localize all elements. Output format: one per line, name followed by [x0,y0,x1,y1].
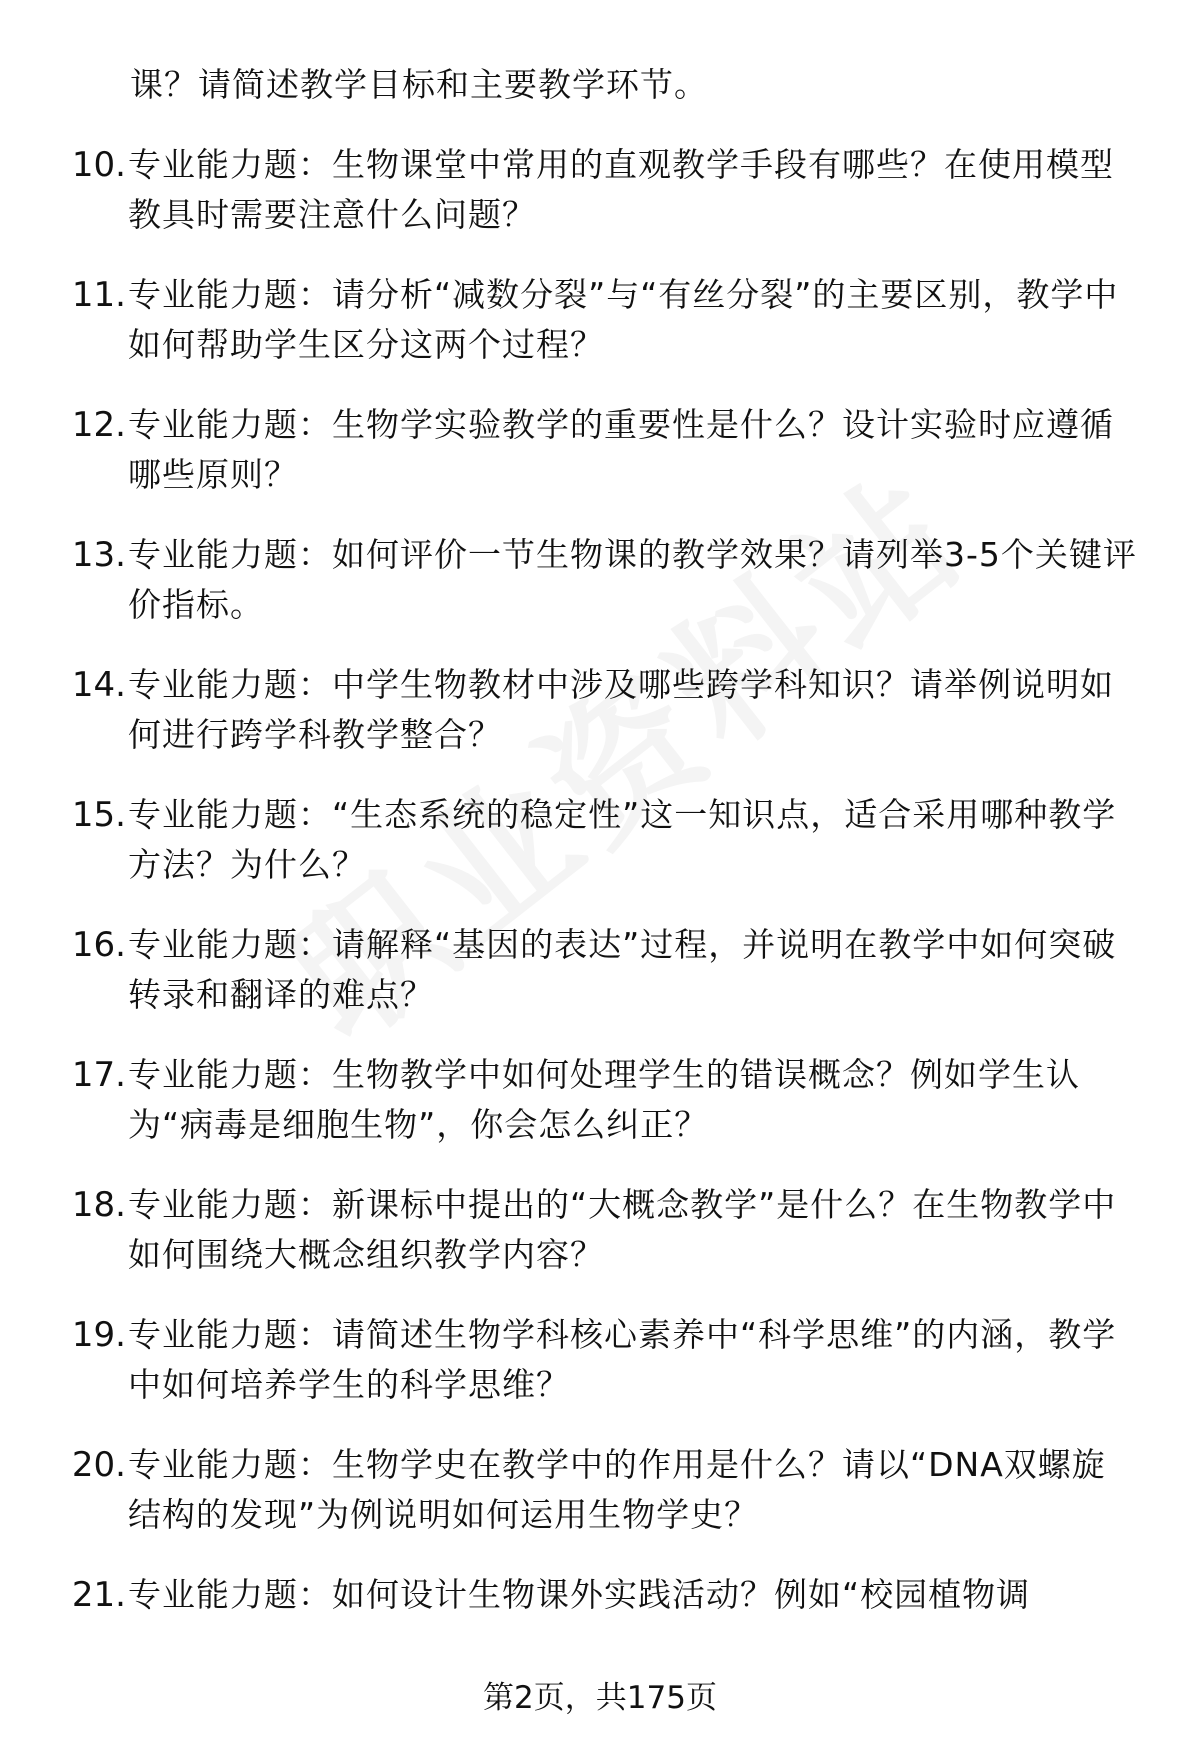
question-text: 专业能力题：生物学史在教学中的作用是什么？请以“DNA双螺旋结构的发现”为例说明如何运用生物学史？ [128,1445,1106,1534]
question-text: 专业能力题：生物学实验教学的重要性是什么？设计实验时应遵循哪些原则？ [128,405,1114,494]
question-number: 15. [71,795,126,835]
question-number: 19. [71,1315,126,1355]
question-number: 17. [71,1055,126,1095]
question-item [0,920,1200,1050]
question-item [0,1310,1200,1440]
continued-text: 课？请简述教学目标和主要教学环节。 [130,65,708,104]
question-item [0,1180,1200,1310]
question-text: 专业能力题：如何设计生物课外实践活动？例如“校园植物调 [128,1575,1031,1614]
question-number: 21. [71,1575,126,1615]
question-item [0,140,1200,270]
question-text: 专业能力题：请简述生物学科核心素养中“科学思维”的内涵，教学中如何培养学生的科学思维？ [128,1315,1117,1404]
question-list [0,140,1200,1700]
question-item [0,270,1200,400]
question-number: 20. [71,1445,126,1485]
question-item [0,790,1200,920]
question-text: 专业能力题：中学生物教材中涉及哪些跨学科知识？请举例说明如何进行跨学科教学整合？ [128,665,1114,754]
question-item [0,530,1200,660]
question-number: 14. [71,665,126,705]
question-item [0,400,1200,530]
question-number: 16. [71,925,126,965]
question-number: 10. [71,145,126,185]
question-number: 13. [71,535,126,575]
question-text: 专业能力题：请解释“基因的表达”过程，并说明在教学中如何突破转录和翻译的难点？ [128,925,1117,1014]
question-text: 专业能力题：“生态系统的稳定性”这一知识点，适合采用哪种教学方法？为什么？ [128,795,1117,884]
question-item [0,660,1200,790]
question-number: 12. [71,405,126,445]
question-text: 专业能力题：生物教学中如何处理学生的错误概念？例如学生认为“病毒是细胞生物”，你会怎么纠正？ [128,1055,1080,1144]
question-text: 专业能力题：生物课堂中常用的直观教学手段有哪些？在使用模型教具时需要注意什么问题？ [128,145,1114,234]
question-text: 专业能力题：新课标中提出的“大概念教学”是什么？在生物教学中如何围绕大概念组织教学内容？ [128,1185,1117,1274]
question-item [0,1050,1200,1180]
question-number: 18. [71,1185,126,1225]
page-footer: 第2页，共175页 [483,1680,717,1716]
question-text: 专业能力题：请分析“减数分裂”与“有丝分裂”的主要区别，教学中如何帮助学生区分这两个过程？ [128,275,1119,364]
question-text: 专业能力题：如何评价一节生物课的教学效果？请列举3-5个关键评价指标。 [128,535,1137,624]
question-item [0,1440,1200,1570]
question-number: 11. [71,275,126,315]
